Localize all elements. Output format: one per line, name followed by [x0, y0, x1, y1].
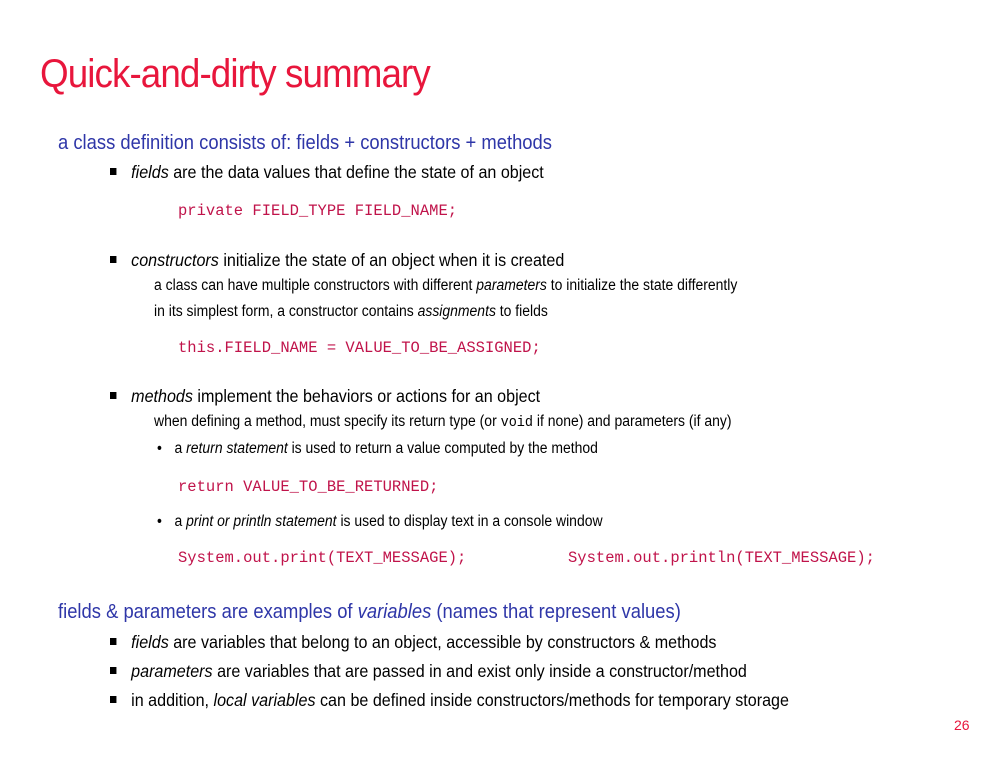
print-statement-dot: • a print or println statement is used to display text in a console window — [157, 513, 603, 530]
constructors-sub1: a class can have multiple constructors with different parameters to initialize the state differently — [154, 277, 738, 294]
methods-text: implement the behaviors or actions for an object — [192, 386, 541, 406]
methods-sub1: when defining a method, must specify its return type (or void if none) and parameters (if any) — [154, 413, 732, 431]
dot-bullet-icon: • — [157, 440, 162, 457]
dot-bullet-icon: • — [157, 513, 162, 530]
square-bullet-icon — [110, 168, 116, 175]
assignment-code: this.FIELD_NAME = VALUE_TO_BE_ASSIGNED; — [178, 339, 541, 357]
constructors-sub2: in its simplest form, a constructor contains assignments to fields — [154, 303, 548, 320]
return-code: return VALUE_TO_BE_RETURNED; — [178, 478, 439, 496]
fields-variables-bullet: fields are variables that belong to an object, accessible by constructors & methods — [110, 632, 716, 653]
square-bullet-icon — [110, 696, 116, 703]
local-variables-bullet: in addition, local variables can be defined inside constructors/methods for temporary storage — [110, 690, 789, 711]
page-number: 26 — [954, 717, 970, 733]
methods-bullet — [110, 386, 540, 407]
print-code: System.out.print(TEXT_MESSAGE); — [178, 549, 467, 567]
constructors-term: constructors — [131, 250, 219, 270]
square-bullet-icon — [110, 667, 116, 674]
section2-heading: fields & parameters are examples of variables (names that represent values) — [58, 601, 681, 623]
square-bullet-icon — [110, 638, 116, 645]
parameters-variables-bullet: parameters are variables that are passed in and exist only inside a constructor/method — [110, 661, 747, 682]
square-bullet-icon — [110, 256, 116, 263]
square-bullet-icon — [110, 392, 116, 399]
constructors-text: initialize the state of an object when it is created — [218, 250, 565, 270]
println-code: System.out.println(TEXT_MESSAGE); — [568, 549, 875, 567]
methods-term: methods — [131, 386, 193, 406]
fields-bullet — [110, 162, 544, 183]
section1-heading: a class definition consists of: fields + constructors + methods — [58, 132, 552, 154]
slide-title: Quick-and-dirty summary — [40, 52, 430, 96]
return-statement-dot: • a return statement is used to return a value computed by the method — [157, 440, 598, 457]
fields-text: are the data values that define the state of an object — [168, 162, 544, 182]
constructors-bullet — [110, 250, 564, 271]
field-declaration-code: private FIELD_TYPE FIELD_NAME; — [178, 202, 458, 220]
fields-term: fields — [131, 162, 169, 182]
